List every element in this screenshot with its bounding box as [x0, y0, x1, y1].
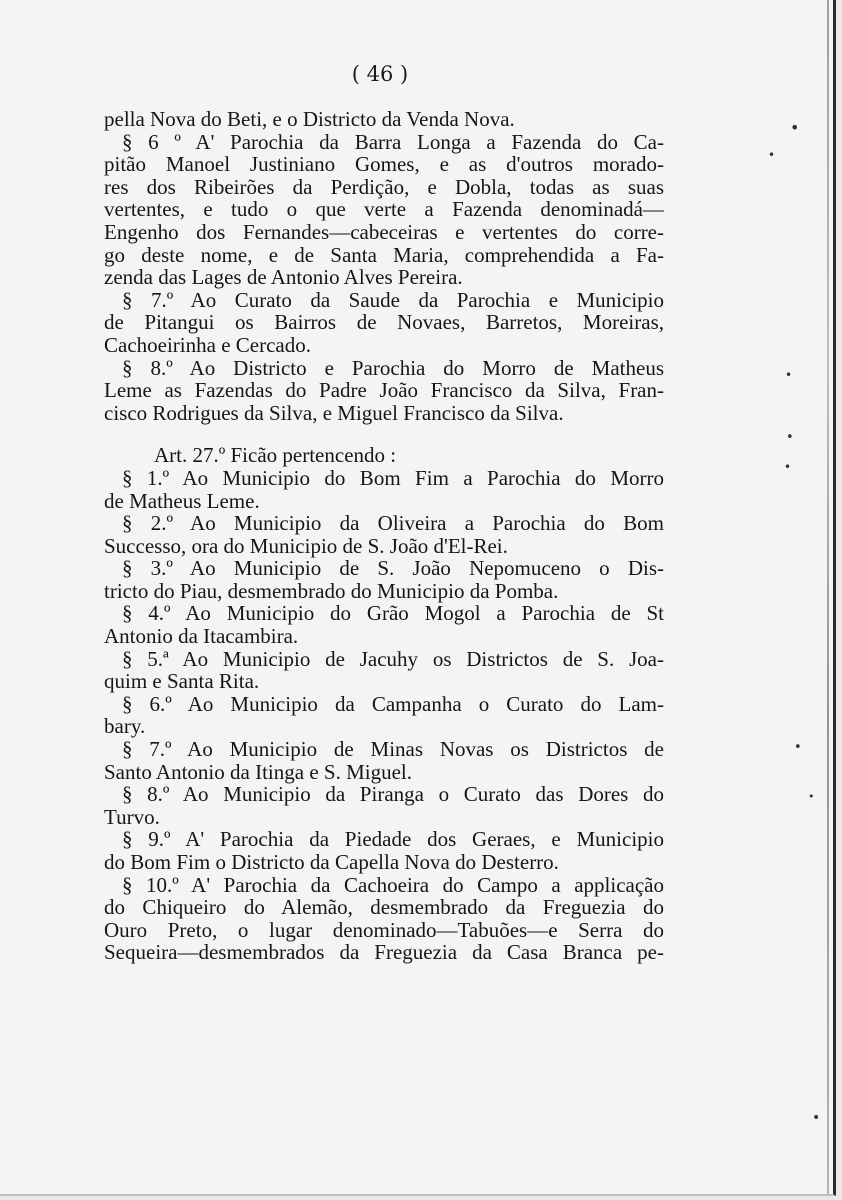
text-line: § 4.º Ao Municipio do Grão Mogol a Parochia de St	[122, 601, 664, 626]
text-line: vertentes, e tudo o que verte a Fazenda denominadá—	[104, 197, 664, 222]
text-line: Ouro Preto, o lugar denominado—Tabuões—e Serra do	[104, 917, 664, 942]
text-line: § 7.º Ao Curato da Saude da Parochia e Municipio	[122, 287, 664, 312]
text-line: pella Nova do Beti, e o Districto da Venda Nova.	[104, 107, 515, 131]
text-line: Turvo.	[104, 804, 160, 829]
text-line: § 3.º Ao Municipio de S. João Nepomuceno o Dis-	[122, 556, 664, 581]
body-text	[104, 108, 664, 964]
ink-speck: •	[785, 368, 793, 382]
text-line: Leme as Fazendas do Padre João Francisco da Silva, Fran-	[104, 378, 664, 403]
text-line: de Pitangui os Bairros de Novaes, Barretos, Moreiras,	[104, 310, 664, 335]
text-line: § 5.ª Ao Municipio de Jacuhy os Districtos de S. Joa-	[122, 646, 664, 671]
text-line: bary.	[104, 714, 146, 739]
ink-speck: •	[768, 148, 776, 162]
text-line: Engenho dos Fernandes—cabeceiras e vertentes do corre-	[104, 219, 664, 244]
text-line: § 8.º Ao Municipio da Piranga o Curato das Dores do	[122, 782, 664, 807]
text-line: do Chiqueiro do Alemão, desmembrado da Freguezia do	[104, 895, 664, 920]
text-line: § 7.º Ao Municipio de Minas Novas os Districtos de	[122, 737, 664, 762]
text-line: go deste nome, e de Santa Maria, comprehendida a Fa-	[104, 242, 664, 267]
text-line: tricto do Piau, desmembrado do Municipio da Pomba.	[104, 578, 559, 603]
text-line: Antonio da Itacambira.	[104, 624, 299, 649]
text-line: § 10.º A' Parochia da Cachoeira do Campo a applicação	[122, 872, 664, 897]
page-edge-shadow	[827, 0, 829, 1194]
ink-speck: •	[784, 460, 792, 474]
text-line: do Bom Fim o Districto da Capella Nova do Desterro.	[104, 850, 559, 874]
text-line: § 2.º Ao Municipio da Oliveira a Parochia do Bom	[122, 511, 664, 536]
text-line: § 1.º Ao Municipio do Bom Fim a Parochia do Morro	[122, 465, 664, 490]
text-line: Successo, ora do Municipio de S. João d'El-Rei.	[104, 533, 508, 558]
ink-speck: •	[790, 118, 800, 137]
text-line: pitão Manoel Justiniano Gomes, e as d'outros morado-	[104, 152, 664, 177]
text-line: Santo Antonio da Itinga e S. Miguel.	[104, 759, 412, 784]
text-line: § 6 º A' Parochia da Barra Longa a Fazenda do Ca-	[122, 129, 664, 154]
ink-speck: •	[812, 1110, 821, 1126]
text-line: Cachoeirinha e Cercado.	[104, 332, 311, 357]
text-line: res dos Ribeirões da Perdição, e Dobla, todas as suas	[104, 174, 664, 199]
page-number: ( 46 )	[351, 62, 409, 86]
ink-speck: •	[808, 790, 815, 803]
ink-speck: •	[786, 430, 794, 445]
text-line: § 6.º Ao Municipio da Campanha o Curato do Lam-	[122, 691, 664, 716]
ink-speck: •	[794, 740, 802, 755]
text-line: de Matheus Leme.	[104, 488, 260, 513]
text-line: Sequeira—desmembrados da Freguezia da Casa Branca pe-	[104, 940, 664, 965]
text-line: § 9.º A' Parochia da Piedade dos Geraes, e Municipio	[122, 827, 664, 852]
text-line: quim e Santa Rita.	[104, 669, 260, 694]
text-line: cisco Rodrigues da Silva, e Miguel Francisco da Silva.	[104, 400, 564, 425]
text-line: § 8.º Ao Districto e Parochia do Morro de Matheus	[122, 355, 664, 380]
text-line: zenda das Lages de Antonio Alves Pereira.	[104, 265, 463, 290]
text-line: Art. 27.º Ficão pertencendo :	[154, 443, 397, 468]
